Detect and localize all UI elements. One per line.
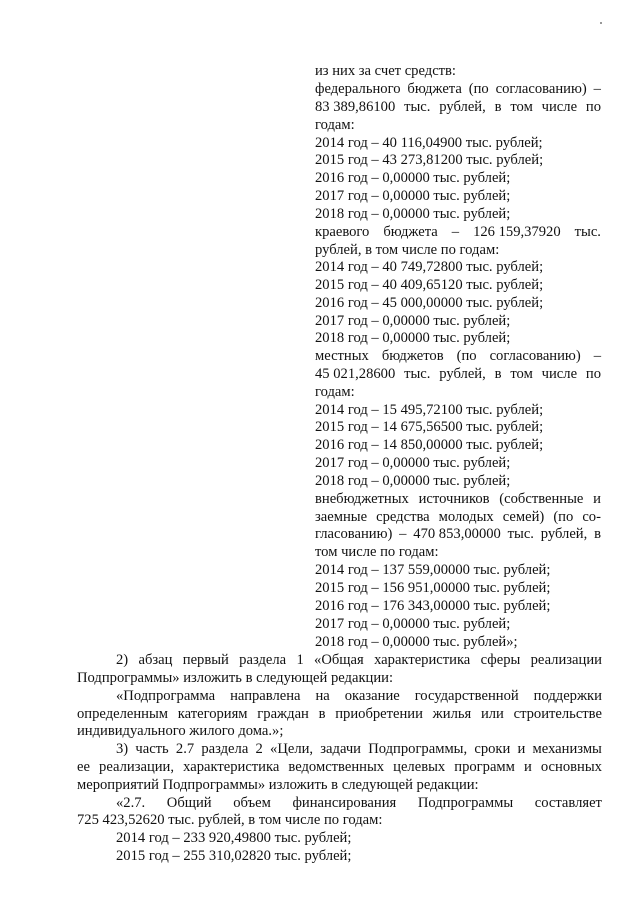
text-line: 2015 год – 156 951,00000 тыс. рублей; — [315, 580, 551, 596]
word: – — [399, 526, 407, 542]
word: абзац — [138, 652, 173, 668]
word: программ — [454, 759, 515, 775]
word: со- — [582, 509, 601, 525]
word: и — [517, 741, 526, 757]
word: 2) — [116, 652, 129, 668]
word: тыс. — [404, 366, 431, 382]
word: категориям — [177, 706, 248, 722]
text-line — [116, 652, 602, 669]
text-line: 2017 год – 0,00000 тыс. рублей; — [315, 313, 511, 329]
text-line — [315, 366, 601, 383]
word: оказание — [344, 688, 400, 704]
word: заемные — [315, 509, 368, 525]
word: молодых — [438, 509, 494, 525]
word: реализации — [530, 652, 602, 668]
word: Подпрограммы, — [368, 741, 468, 757]
text-line — [77, 759, 602, 776]
word: внебюджетных — [315, 491, 409, 507]
word: числе — [541, 366, 578, 382]
word: «Подпрограмма — [116, 688, 216, 704]
word: семей) — [502, 509, 545, 525]
text-line: 2015 год – 40 409,65120 тыс. рублей; — [315, 277, 544, 293]
text-line — [315, 526, 601, 543]
word: основных — [540, 759, 602, 775]
word: строительстве — [513, 706, 602, 722]
word: бюджета — [407, 81, 462, 97]
word: бюджетов — [381, 348, 444, 364]
word: механизмы — [532, 741, 602, 757]
text-line — [315, 509, 601, 526]
word: рублей, — [540, 526, 588, 542]
word: определенным — [77, 706, 169, 722]
text-line — [77, 706, 602, 723]
word: государственной — [414, 688, 519, 704]
word: ведомственных — [288, 759, 385, 775]
word: 3) — [116, 741, 129, 757]
text-line: 2014 год – 40 116,04900 тыс. рублей; — [315, 135, 543, 151]
word: сферы — [480, 652, 521, 668]
word: том — [510, 366, 533, 382]
text-line: 2017 год – 0,00000 тыс. рублей; — [315, 616, 511, 632]
word: тыс. — [404, 99, 431, 115]
word: 126 159,37920 — [473, 224, 561, 240]
word: тыс. — [574, 224, 601, 240]
word: приобретении — [335, 706, 423, 722]
word: объем — [233, 795, 271, 811]
text-line: 2015 год – 43 273,81200 тыс. рублей; — [315, 152, 544, 168]
text-line: 2018 год – 0,00000 тыс. рублей; — [315, 330, 511, 346]
text-line: рублей, в том числе по годам: — [315, 242, 500, 258]
word: часть — [135, 741, 169, 757]
text-line: 2016 год – 176 343,00000 тыс. рублей; — [315, 598, 551, 614]
word: жилья — [432, 706, 472, 722]
word: согласованию) — [495, 81, 587, 97]
text-line: 2018 год – 0,00000 тыс. рублей; — [315, 206, 511, 222]
word: «2.7. — [116, 795, 146, 811]
word: 2.7 — [175, 741, 195, 757]
word: 470 853,00000 — [413, 526, 501, 542]
word: тыс. — [507, 526, 534, 542]
text-line — [315, 491, 601, 508]
word: согласованию) — [489, 348, 581, 364]
word: раздела — [201, 741, 249, 757]
text-line: индивидуального жилого дома.»; — [77, 723, 284, 739]
word: 2 — [255, 741, 263, 757]
word: «Цели, — [270, 741, 314, 757]
word: в — [494, 366, 502, 382]
word: гласованию) — [315, 526, 393, 542]
word: задачи — [320, 741, 361, 757]
text-line: мероприятий Подпрограммы» изложить в следующей редакции: — [77, 777, 479, 793]
word: 1 — [296, 652, 304, 668]
text-line — [116, 741, 602, 758]
word: бюджета — [383, 224, 438, 240]
word: в — [318, 706, 326, 722]
text-line — [315, 348, 601, 365]
word: Общий — [166, 795, 212, 811]
text-line: 2014 год – 137 559,00000 тыс. рублей; — [315, 562, 551, 578]
word: (собственные — [499, 491, 584, 507]
word: 83 389,86100 — [315, 99, 396, 115]
word: в — [594, 526, 601, 542]
text-line: 2015 год – 255 310,02820 тыс. рублей; — [116, 848, 352, 864]
word: составляет — [534, 795, 602, 811]
word: по — [585, 366, 601, 382]
word: сроки — [474, 741, 511, 757]
text-line — [116, 795, 602, 812]
word: «Общая — [314, 652, 364, 668]
text-line: 2017 год – 0,00000 тыс. рублей; — [315, 455, 511, 471]
word: – — [451, 224, 460, 240]
word: (по — [456, 348, 477, 364]
text-line: Подпрограммы» изложить в следующей редакции: — [77, 670, 394, 686]
word: первый — [182, 652, 229, 668]
word: по — [585, 99, 601, 115]
word: источников — [418, 491, 490, 507]
text-line — [315, 224, 601, 241]
text-line: годам: — [315, 384, 355, 400]
word: 45 021,28600 — [315, 366, 396, 382]
word: (по — [468, 81, 489, 97]
text-line: 2014 год – 233 920,49800 тыс. рублей; — [116, 830, 352, 846]
text-line: 2015 год – 14 675,56500 тыс. рублей; — [315, 419, 544, 435]
text-line — [315, 81, 601, 98]
text-line — [315, 99, 601, 116]
word: реализации, — [99, 759, 175, 775]
word: раздела — [239, 652, 287, 668]
text-line: 2014 год – 15 495,72100 тыс. рублей; — [315, 402, 544, 418]
word: характеристика — [374, 652, 471, 668]
word: числе — [541, 99, 578, 115]
word: местных — [315, 348, 369, 364]
text-line: из них за счет средств: — [315, 63, 456, 79]
word: – — [593, 81, 601, 97]
text-line: 2016 год – 0,00000 тыс. рублей; — [315, 170, 511, 186]
text-line: 2016 год – 45 000,00000 тыс. рублей; — [315, 295, 544, 311]
word: (по — [553, 509, 574, 525]
word: том — [510, 99, 533, 115]
word: Подпрограммы — [417, 795, 514, 811]
text-line: том числе по годам: — [315, 544, 439, 560]
word: федерального — [315, 81, 401, 97]
word: на — [315, 688, 330, 704]
text-line: 2018 год – 0,00000 тыс. рублей»; — [315, 634, 518, 650]
word: или — [480, 706, 504, 722]
word: и — [523, 759, 532, 775]
word: – — [593, 348, 601, 364]
word: краевого — [315, 224, 370, 240]
text-line: годам: — [315, 117, 355, 133]
word: характеристика — [183, 759, 280, 775]
text-line: 2018 год – 0,00000 тыс. рублей; — [315, 473, 511, 489]
text-line: 2017 год – 0,00000 тыс. рублей; — [315, 188, 511, 204]
text-line: 2016 год – 14 850,00000 тыс. рублей; — [315, 437, 544, 453]
word: рублей, — [439, 99, 486, 115]
word: рублей, — [439, 366, 486, 382]
text-line: 725 423,52620 тыс. рублей, в том числе по годам: — [77, 812, 383, 828]
word: целевых — [393, 759, 446, 775]
word: в — [494, 99, 502, 115]
text-line — [116, 688, 602, 705]
word: финансирования — [292, 795, 397, 811]
word: средства — [376, 509, 430, 525]
page-speck — [600, 22, 602, 24]
text-line: 2014 год – 40 749,72800 тыс. рублей; — [315, 259, 544, 275]
word: ее — [77, 759, 90, 775]
word: и — [593, 491, 601, 507]
word: поддержки — [533, 688, 602, 704]
word: граждан — [257, 706, 309, 722]
word: направлена — [230, 688, 301, 704]
